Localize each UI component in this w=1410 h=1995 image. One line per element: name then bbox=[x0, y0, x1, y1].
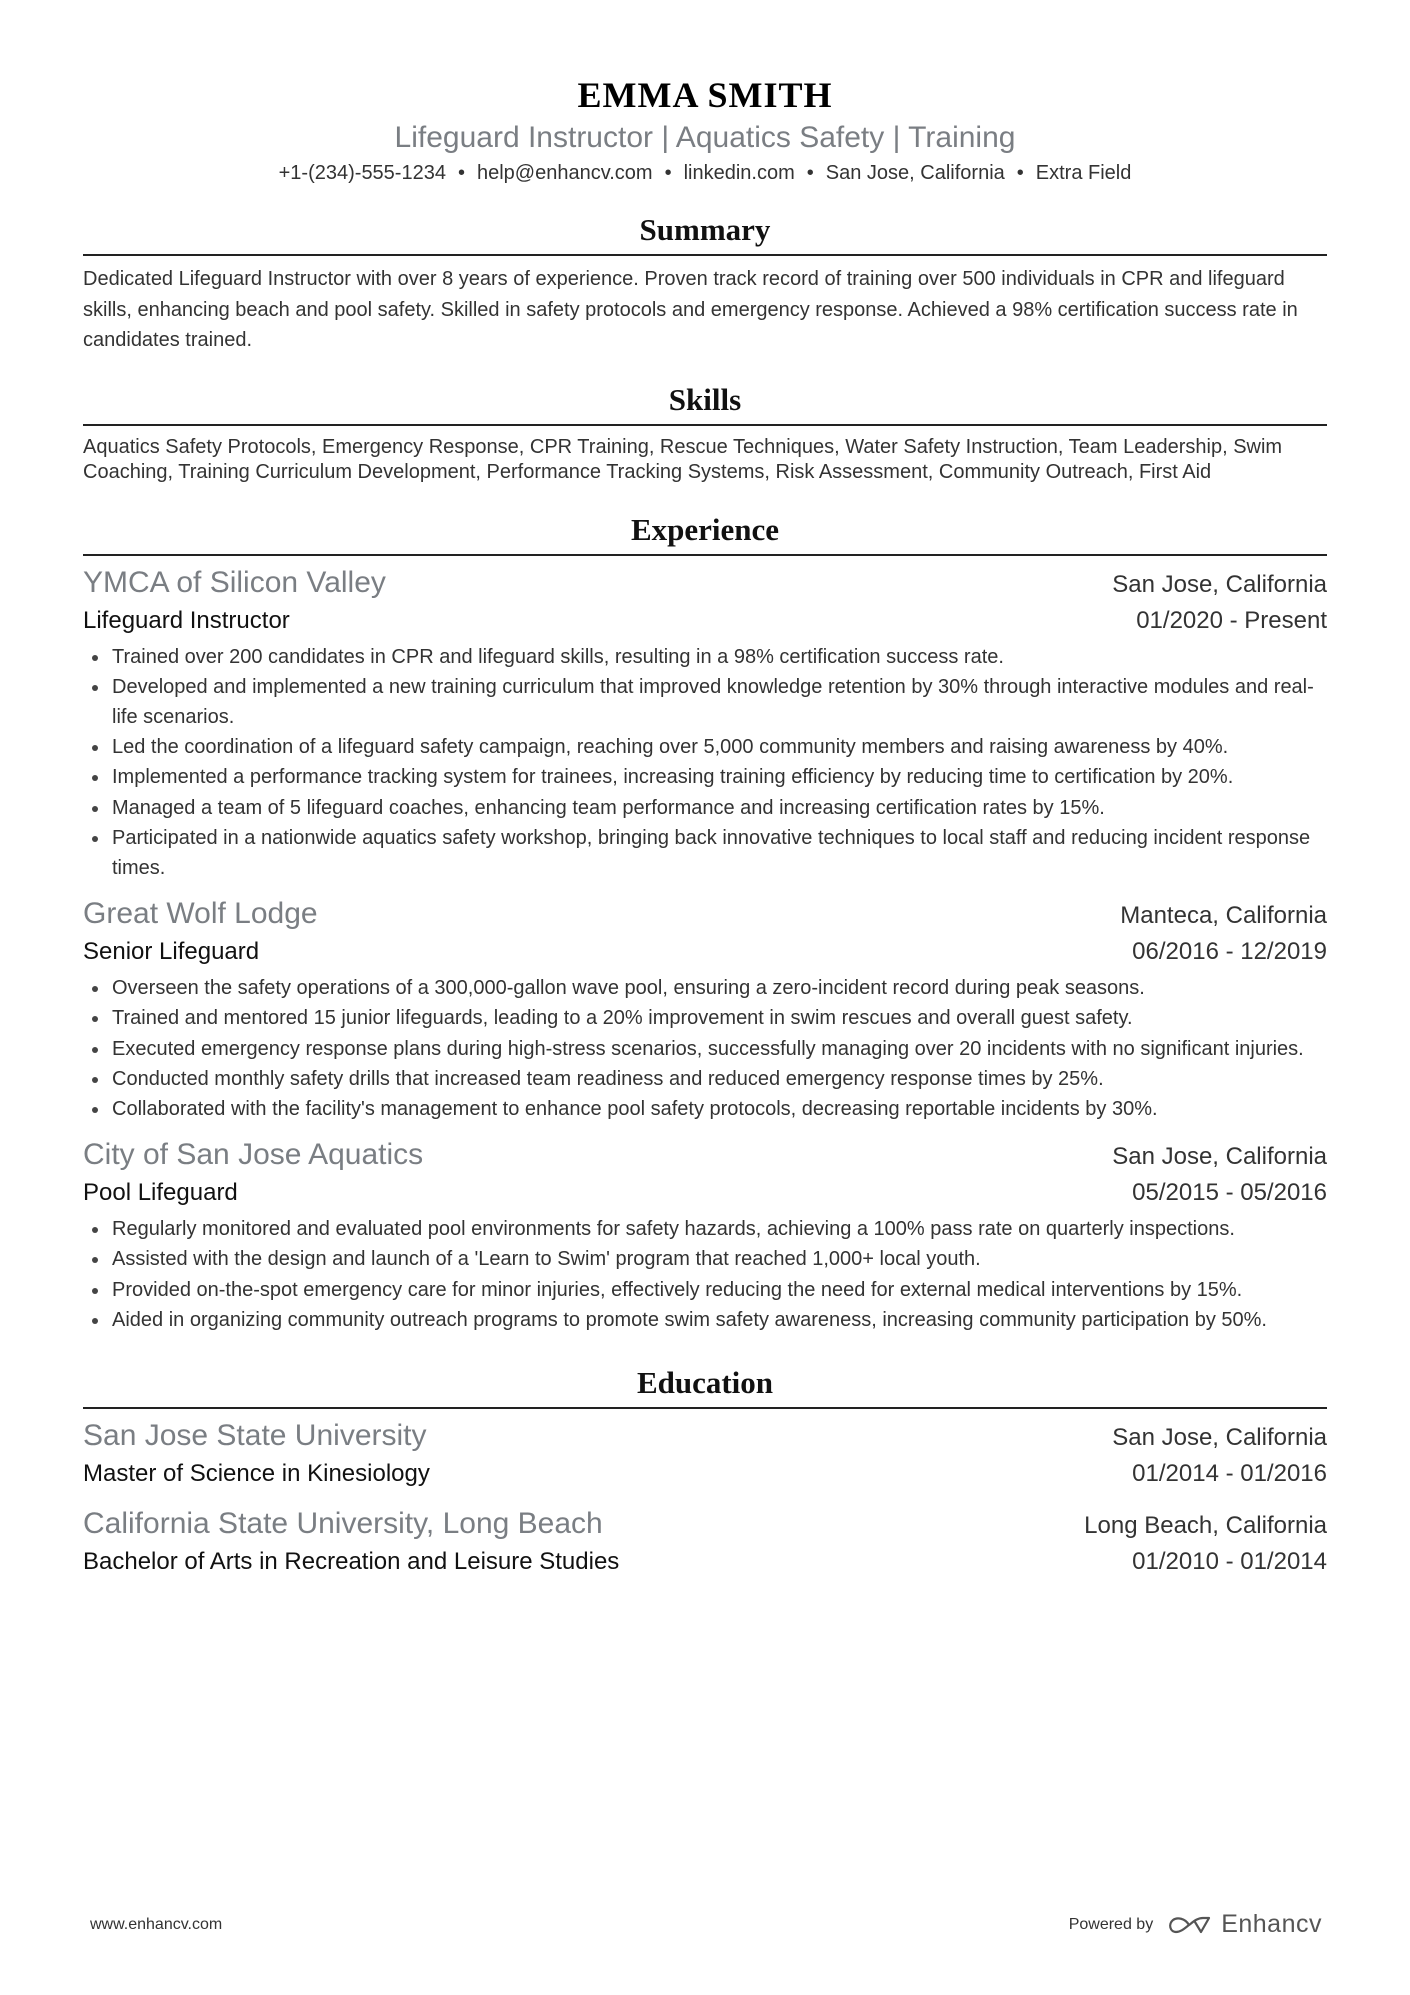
candidate-name: EMMA SMITH bbox=[577, 75, 833, 115]
job-title: Pool Lifeguard bbox=[83, 1179, 238, 1207]
summary-text: Dedicated Lifeguard Instructor with over 8 years of experience. Proven track record of training over 500 individuals in CPR and lifeguard skills, enhancing beach and pool safety. Skilled in safety protocols and emergency response. Achieved a 98% certification success rate in candidates trained. bbox=[83, 268, 1298, 351]
summary-section bbox=[83, 210, 1327, 356]
summary-title: Summary bbox=[83, 210, 1327, 256]
job-title: Lifeguard Instructor bbox=[83, 606, 290, 634]
achievement-item: Overseen the safety operations of a 300,000-gallon wave pool, ensuring a zero-incident record during peak seasons. bbox=[83, 973, 1327, 1003]
achievement-item: Regularly monitored and evaluated pool environments for safety hazards, achieving a 100% pass rate on quarterly inspections. bbox=[83, 1214, 1327, 1244]
contact-linkedin[interactable]: linkedin.com bbox=[683, 162, 795, 184]
powered-by-label: Powered by bbox=[1068, 1915, 1154, 1933]
education-title: Education bbox=[83, 1363, 1327, 1409]
school-location: San Jose, California bbox=[1112, 1423, 1327, 1451]
contact-separator: • bbox=[806, 162, 814, 184]
degree: Bachelor of Arts in Recreation and Leisure Studies bbox=[83, 1547, 620, 1575]
job-location: San Jose, California bbox=[1112, 1143, 1327, 1171]
resume-header bbox=[83, 0, 1327, 188]
achievement-item: Collaborated with the facility's management to enhance pool safety protocols, decreasing reportable incidents by 30%. bbox=[83, 1094, 1327, 1124]
achievement-item: Aided in organizing community outreach programs to promote swim safety awareness, increasing community participation by 50%. bbox=[83, 1305, 1327, 1335]
education-dates: 01/2014 - 01/2016 bbox=[1132, 1459, 1327, 1487]
achievement-item: Led the coordination of a lifeguard safety campaign, reaching over 5,000 community members and raising awareness by 40%. bbox=[83, 732, 1327, 762]
education-section bbox=[83, 1363, 1327, 1579]
contact-location: San Jose, California bbox=[825, 162, 1005, 184]
education-entry bbox=[83, 1417, 1327, 1491]
school-name: San Jose State University bbox=[83, 1418, 427, 1452]
page-footer bbox=[90, 1910, 1322, 1939]
achievement-list bbox=[83, 1214, 1327, 1335]
degree: Master of Science in Kinesiology bbox=[83, 1459, 430, 1487]
job-title: Senior Lifeguard bbox=[83, 938, 260, 966]
school-location: Long Beach, California bbox=[1084, 1511, 1327, 1539]
achievement-item: Managed a team of 5 lifeguard coaches, enhancing team performance and increasing certification rates by 15%. bbox=[83, 793, 1327, 823]
candidate-headline: Lifeguard Instructor | Aquatics Safety | Training bbox=[394, 121, 1016, 154]
achievement-item: Assisted with the design and launch of a 'Learn to Swim' program that reached 1,000+ local youth. bbox=[83, 1244, 1327, 1274]
skills-text: Aquatics Safety Protocols, Emergency Response, CPR Training, Rescue Techniques, Water Safety Instruction, Team Leadership, Swim Coaching, Training Curriculum Development, Performance Tracking Systems, Risk Assessment, Community Outreach, First Aid bbox=[83, 435, 1283, 483]
employer-name: City of San Jose Aquatics bbox=[83, 1138, 424, 1172]
achievement-item: Conducted monthly safety drills that increased team readiness and reduced emergency response times by 25%. bbox=[83, 1064, 1327, 1094]
contact-phone: +1-(234)-555-1234 bbox=[278, 162, 446, 184]
brand-name: Enhancv bbox=[1221, 1910, 1322, 1938]
achievement-list bbox=[83, 642, 1327, 884]
experience-entry bbox=[83, 895, 1327, 1124]
job-dates: 01/2020 - Present bbox=[1136, 606, 1327, 634]
achievement-item: Trained and mentored 15 junior lifeguards, leading to a 20% improvement in swim rescues and overall guest safety. bbox=[83, 1003, 1327, 1033]
employer-name: YMCA of Silicon Valley bbox=[83, 565, 386, 599]
job-dates: 06/2016 - 12/2019 bbox=[1132, 938, 1327, 966]
experience-title: Experience bbox=[83, 510, 1327, 556]
achievement-item: Implemented a performance tracking system for trainees, increasing training efficiency by reducing time to certification by 20%. bbox=[83, 762, 1327, 792]
job-dates: 05/2015 - 05/2016 bbox=[1132, 1179, 1327, 1207]
education-entry bbox=[83, 1505, 1327, 1579]
experience-entry bbox=[83, 564, 1327, 884]
contact-separator: • bbox=[664, 162, 672, 184]
contact-line bbox=[83, 158, 1327, 188]
achievement-item: Developed and implemented a new training curriculum that improved knowledge retention by 30% through interactive modules and real-life scenarios. bbox=[83, 672, 1327, 732]
contact-extra-field: Extra Field bbox=[1035, 162, 1132, 184]
contact-separator: • bbox=[457, 162, 465, 184]
achievement-item: Executed emergency response plans during high-stress scenarios, successfully managing over 20 incidents with no significant injuries. bbox=[83, 1034, 1327, 1064]
brand-logo[interactable] bbox=[1167, 1910, 1322, 1939]
skills-title: Skills bbox=[83, 380, 1327, 426]
employer-name: Great Wolf Lodge bbox=[83, 897, 318, 931]
achievement-item: Provided on-the-spot emergency care for minor injuries, effectively reducing the need for external medical interventions by 15%. bbox=[83, 1275, 1327, 1305]
enhancv-logo-icon bbox=[1167, 1914, 1213, 1936]
experience-entry bbox=[83, 1136, 1327, 1335]
footer-website-link[interactable]: www.enhancv.com bbox=[90, 1915, 223, 1933]
contact-separator: • bbox=[1016, 162, 1024, 184]
education-dates: 01/2010 - 01/2014 bbox=[1132, 1547, 1327, 1575]
contact-email[interactable]: help@enhancv.com bbox=[476, 162, 653, 184]
school-name: California State University, Long Beach bbox=[83, 1506, 603, 1540]
achievement-item: Participated in a nationwide aquatics safety workshop, bringing back innovative techniques to local staff and reducing incident response times. bbox=[83, 823, 1327, 883]
achievement-list bbox=[83, 973, 1327, 1124]
skills-section bbox=[83, 380, 1327, 486]
experience-section bbox=[83, 510, 1327, 1335]
powered-by bbox=[1069, 1910, 1322, 1939]
job-location: Manteca, California bbox=[1120, 902, 1327, 930]
achievement-item: Trained over 200 candidates in CPR and lifeguard skills, resulting in a 98% certification success rate. bbox=[83, 642, 1327, 672]
job-location: San Jose, California bbox=[1112, 570, 1327, 598]
